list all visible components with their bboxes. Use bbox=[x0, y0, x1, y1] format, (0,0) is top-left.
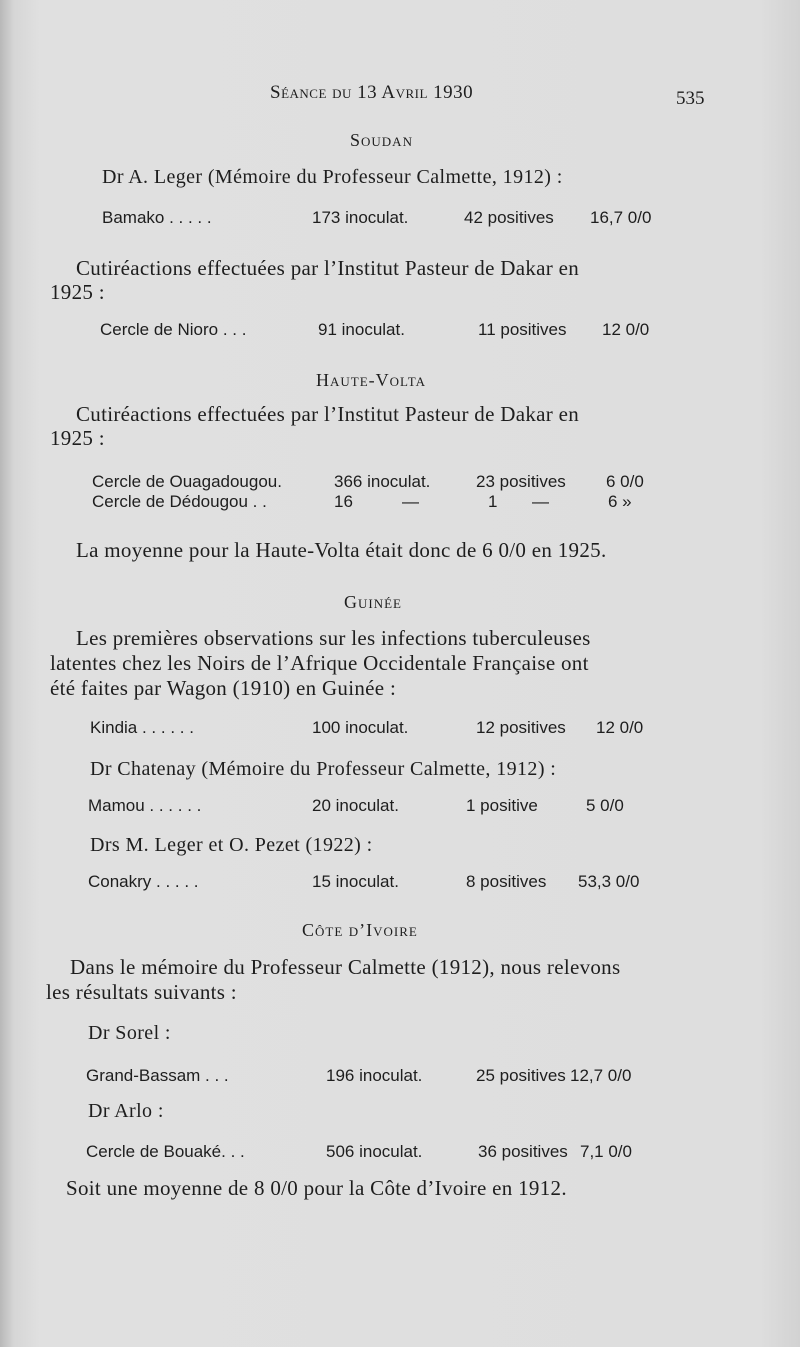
row-positives: 12 positives bbox=[476, 718, 566, 737]
page-number: 535 bbox=[676, 88, 705, 109]
row-inoculated: 20 inoculat. bbox=[312, 796, 399, 815]
section-heading-haute-volta: Haute-Volta bbox=[316, 370, 427, 390]
row-positives: 1 positive bbox=[466, 796, 538, 815]
guinee-paragraph-line-1: Les premières observations sur les infections tuberculeuses bbox=[76, 626, 591, 650]
row-place: Cercle de Nioro . . . bbox=[100, 320, 247, 339]
row-place: Mamou . . . . . . bbox=[88, 796, 202, 815]
cote-ivoire-paragraph-line-1: Dans le mémoire du Professeur Calmette (1912), nous relevons bbox=[70, 955, 621, 979]
guinee-paragraph-line-3: été faites par Wagon (1910) en Guinée : bbox=[50, 676, 397, 700]
running-header: Séance du 13 Avril 1930 bbox=[270, 82, 474, 103]
row-positives: 8 positives bbox=[466, 872, 547, 891]
row-dash: — bbox=[532, 492, 549, 511]
haute-volta-summary: La moyenne pour la Haute-Volta était donc de 6 0/0 en 1925. bbox=[76, 538, 607, 562]
section-heading-soudan: Soudan bbox=[350, 130, 413, 150]
row-dash: — bbox=[402, 492, 419, 511]
cote-ivoire-paragraph-line-2: les résultats suivants : bbox=[46, 980, 237, 1004]
soudan-paragraph: Cutiréactions effectuées par l’Institut Pasteur de Dakar en bbox=[76, 256, 580, 280]
row-percent: 12 0/0 bbox=[602, 320, 650, 339]
row-place: Cercle de Ouagadougou. bbox=[92, 472, 282, 491]
row-inoculated: 366 inoculat. bbox=[334, 472, 431, 491]
section-heading-cote-ivoire: Côte d’Ivoire bbox=[302, 920, 418, 940]
row-positives: 1 bbox=[488, 492, 498, 511]
row-inoculated: 15 inoculat. bbox=[312, 872, 399, 891]
row-percent: 5 0/0 bbox=[586, 796, 624, 815]
row-positives: 25 positives bbox=[476, 1066, 566, 1085]
row-place: Kindia . . . . . . bbox=[90, 718, 194, 737]
soudan-paragraph-cont: 1925 : bbox=[50, 280, 105, 304]
row-positives: 23 positives bbox=[476, 472, 566, 491]
soudan-doctor-line: Dr A. Leger (Mémoire du Professeur Calmette, 1912) : bbox=[102, 166, 563, 188]
section-heading-guinee: Guinée bbox=[344, 592, 402, 612]
row-percent: 6 0/0 bbox=[606, 472, 644, 491]
row-positives: 11 positives bbox=[478, 320, 567, 339]
row-percent: 12 0/0 bbox=[596, 718, 644, 737]
row-inoculated: 506 inoculat. bbox=[326, 1142, 423, 1161]
row-inoculated: 91 inoculat. bbox=[318, 320, 405, 339]
row-percent: 16,7 0/0 bbox=[590, 208, 652, 227]
row-percent: 12,7 0/0 bbox=[570, 1066, 632, 1085]
row-place: Cercle de Bouaké. . . bbox=[86, 1142, 245, 1161]
cote-ivoire-doctor-line-1: Dr Sorel : bbox=[88, 1022, 171, 1044]
row-positives: 36 positives bbox=[478, 1142, 568, 1161]
haute-volta-paragraph-cont: 1925 : bbox=[50, 426, 105, 450]
row-percent: 53,3 0/0 bbox=[578, 872, 640, 891]
row-inoculated: 100 inoculat. bbox=[312, 718, 409, 737]
row-place: Conakry . . . . . bbox=[88, 872, 199, 891]
guinee-doctor-line-3: Drs M. Leger et O. Pezet (1922) : bbox=[90, 834, 373, 856]
row-place: Cercle de Dédougou . . bbox=[92, 492, 267, 511]
row-place: Bamako . . . . . bbox=[102, 208, 212, 227]
row-percent: 6 » bbox=[608, 492, 632, 511]
guinee-doctor-line-2: Dr Chatenay (Mémoire du Professeur Calmette, 1912) : bbox=[90, 758, 557, 780]
row-inoculated: 196 inoculat. bbox=[326, 1066, 423, 1085]
row-inoculated: 16 bbox=[334, 492, 353, 511]
row-positives: 42 positives bbox=[464, 208, 554, 227]
cote-ivoire-doctor-line-2: Dr Arlo : bbox=[88, 1100, 164, 1122]
cote-ivoire-summary: Soit une moyenne de 8 0/0 pour la Côte d’Ivoire en 1912. bbox=[66, 1176, 567, 1200]
row-place: Grand-Bassam . . . bbox=[86, 1066, 229, 1085]
haute-volta-paragraph: Cutiréactions effectuées par l’Institut Pasteur de Dakar en bbox=[76, 402, 580, 426]
row-percent: 7,1 0/0 bbox=[580, 1142, 632, 1161]
row-inoculated: 173 inoculat. bbox=[312, 208, 409, 227]
guinee-paragraph-line-2: latentes chez les Noirs de l’Afrique Occidentale Française ont bbox=[50, 651, 589, 675]
